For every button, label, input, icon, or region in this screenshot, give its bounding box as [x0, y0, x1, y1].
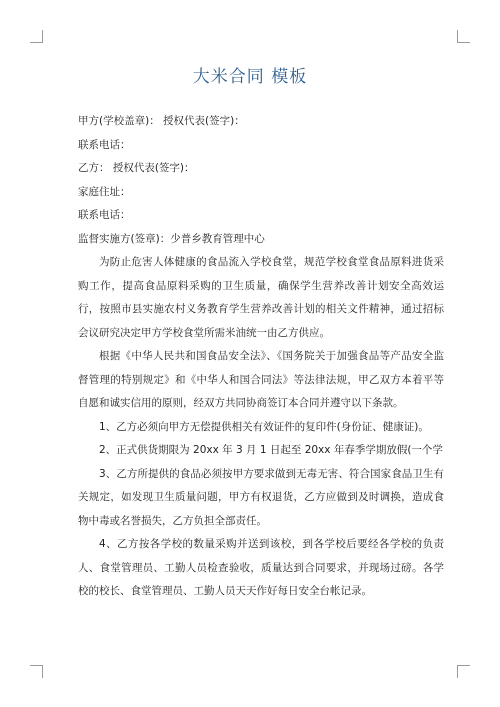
clause-1: 1、乙方必须向甲方无偿提供相关有效证件的复印件(身份证、健康证)。	[99, 420, 429, 433]
crop-mark-top-left	[30, 30, 43, 43]
party-b-phone-line: 联系电话：	[78, 209, 131, 221]
crop-mark-bottom-left	[30, 665, 43, 678]
clause-2: 2、正式供货期限为 20xx 年 3 月 1 日起至 20xx 年春季学期放假(一个学	[99, 444, 443, 456]
paragraph-legal-basis: 根据《中华人民共和国食品安全法》、《国务院关于加强食品等产品安全监督管理的特别规定》和《中华人和国合同法》等法律法规，甲乙双方本着平等自愿和诚实信用的原则，经双方共同协商签订本合同并遵守以下条款。	[78, 350, 444, 409]
clause-4: 4、乙方按各学校的数量采购并送到该校，到各学校后要经各学校的负责人、食堂管理员、工勤人员检查验收，质量达到合同要求，并现场过磅。各学校的校长、食堂管理员、工勤人员天天作好每日安全台帐记录。	[78, 538, 444, 597]
document-title: 大米合同 模板	[192, 67, 308, 87]
paragraph-purpose: 为防止危害人体健康的食品流入学校食堂，规范学校食堂食品原料进货采购工作，提高食品原料采购的卫生质量，确保学生营养改善计划安全高效运行，按照市县实施农村义务教育学生营养改善计划的相关文件精神，通过招标会议研究决定甲方学校食堂所需米油统一由乙方供应。	[78, 256, 444, 339]
crop-mark-top-right	[457, 30, 470, 43]
crop-mark-bottom-right	[457, 665, 470, 678]
party-b-line: 乙方： 授权代表(签字)：	[78, 162, 195, 174]
party-a-phone-line: 联系电话：	[78, 138, 131, 151]
supervisor-line: 监督实施方(签章)：少普乡教育管理中心	[78, 232, 265, 245]
clause-3: 3、乙方所提供的食品必须按甲方要求做到无毒无害、符合国家食品卫生有关规定，如发现卫生质量问题，甲方有权退货，乙方应做到及时调换，造成食物中毒或名誉损失，乙方负担全部责任。	[78, 467, 444, 527]
party-a-line: 甲方(学校盖章)： 授权代表(签字)：	[78, 115, 245, 127]
party-b-address-line: 家庭住址：	[78, 185, 131, 198]
document-body	[78, 110, 444, 604]
